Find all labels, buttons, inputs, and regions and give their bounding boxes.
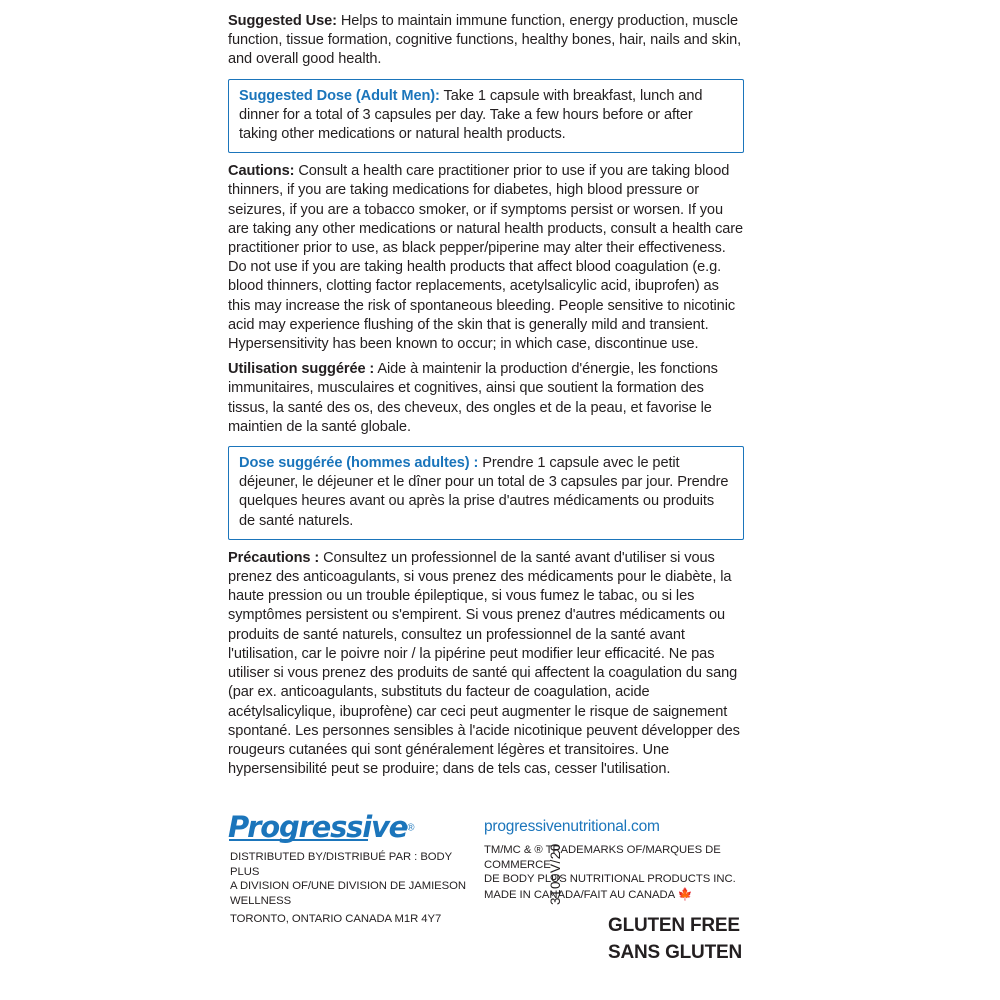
utilisation-suggeree-heading: Utilisation suggérée :: [228, 361, 375, 378]
gluten-free-en: GLUTEN FREE: [608, 915, 740, 936]
cautions-heading: Cautions:: [228, 163, 295, 180]
suggested-dose-paragraph: [239, 87, 733, 145]
dose-suggeree-heading: Dose suggérée (hommes adultes) :: [239, 455, 479, 472]
dose-suggeree-box: [228, 446, 744, 540]
brand-name: Progressive: [228, 810, 408, 844]
trademark-line-2: DE BODY PLUS NUTRITIONAL PRODUCTS INC.: [484, 873, 736, 886]
precautions-text: Consultez un professionnel de la santé avant d'utiliser si vous prenez des anticoagulants, si vous prenez des médicaments pour le diabète, la haute pression ou un trouble épileptique, si vous fumez le tabac, ou si les symptômes persistent ou s'empirent. Si vous prenez d'autres médicaments ou produits de santé naturels, consultez un professionnel de la santé avant l'utilisation, car le poivre noir / la pipérine peut modifier leur efficacité. Ne pas utiliser si vous prenez des produits de santé qui affectent la coagulation du sang (par ex. anticoagulants, substituts du facteur de coagulation, acide acétylsalicylique, ibuprofène) car ceci peut augmenter le risque de saignement spontané. Les personnes sensibles à l'acide nicotinique peuvent développer des rougeurs cutanées qui sont généralement légères et transitoires. Une hypersensibilité peut se produire; dans de tels cas, cesser l'utilisation.: [228, 549, 740, 778]
suggested-dose-text: Take 1 capsule with breakfast, lunch and dinner for a total of 3 capsules per day. Take a few hours before or after taking other medications or natural health products.: [239, 87, 703, 143]
suggested-dose-heading: Suggested Dose (Adult Men):: [239, 87, 440, 104]
made-in-canada-line: [484, 887, 749, 903]
cautions-text: Consult a health care practitioner prior to use if you are taking blood thinners, if you are taking medications for diabetes, high blood pressure or seizures, if you are a tobacco smoker, or if symptoms persist or worsen. If you are taking any other medications or natural health products, consult a health care practitioner prior to use, as black pepper/piperine may alter their effectiveness. Do not use if you are taking health products that affect blood coagulation (e.g. blood thinners, clotting factor replacements, acetylsalicylic acid, ibuprofen) as this may increase the risk of spontaneous bleeding. People sensitive to nicotinic acid may experience flushing of the skin that is generally mild and transient. Hypersensitivity has been known to occur; in which case, discontinue use.: [228, 163, 744, 353]
precautions-paragraph: [228, 549, 744, 779]
gluten-free-badge: [608, 912, 742, 966]
cautions-paragraph: [228, 162, 744, 354]
suggested-use-heading: Suggested Use:: [228, 13, 337, 29]
trademark-block: [484, 843, 749, 902]
dose-suggeree-paragraph: [239, 454, 733, 531]
suggested-dose-box: [228, 79, 744, 154]
distributed-by-line: DISTRIBUTED BY/DISTRIBUÉ PAR : BODY PLUS: [230, 851, 452, 878]
made-in-canada-text: MADE IN CANADA/FAIT AU CANADA: [484, 888, 675, 901]
dose-suggeree-text: Prendre 1 capsule avec le petit déjeuner, le déjeuner et le dîner pour un total de 3 capsules par jour. Prendre quelques heures avant ou après la prise d'autres médicaments ou produits de santé naturels.: [239, 455, 729, 529]
brand-logo: [228, 810, 468, 844]
trademark-line-1: TM/MC & ® TRADEMARKS OF/MARQUES DE COMMERCE: [484, 844, 721, 871]
website-trademark-block: [484, 818, 749, 902]
address-line: TORONTO, ONTARIO CANADA M1R 4Y7: [230, 913, 442, 926]
supplement-label-panel: [228, 12, 744, 779]
maple-leaf-icon: 🍁: [677, 886, 693, 901]
website-link[interactable]: progressivenutritional.com: [484, 818, 660, 835]
precautions-heading: Précautions :: [228, 549, 320, 566]
gluten-free-fr: SANS GLUTEN: [608, 942, 742, 963]
division-line: A DIVISION OF/UNE DIVISION DE JAMIESON WELLNESS: [230, 880, 467, 907]
suggested-use-paragraph: [228, 12, 744, 70]
utilisation-suggeree-text: Aide à maintenir la production d'énergie, les fonctions immunitaires, musculaires et cognitives, ainsi que soutient la formation des tissus, la santé des os, des cheveux, des ongles et de la peau, et favorise le maintien de la santé globale.: [228, 361, 718, 435]
suggested-use-text: Helps to maintain immune function, energy production, muscle function, tissue formation, cognitive functions, healthy bones, hair, nails and skin, and overall good health.: [228, 13, 742, 68]
registered-trademark-icon: ®: [407, 822, 415, 834]
lot-code: 3109V/20: [548, 843, 563, 905]
utilisation-suggeree-paragraph: [228, 360, 744, 437]
distributor-address-block: [230, 850, 480, 927]
